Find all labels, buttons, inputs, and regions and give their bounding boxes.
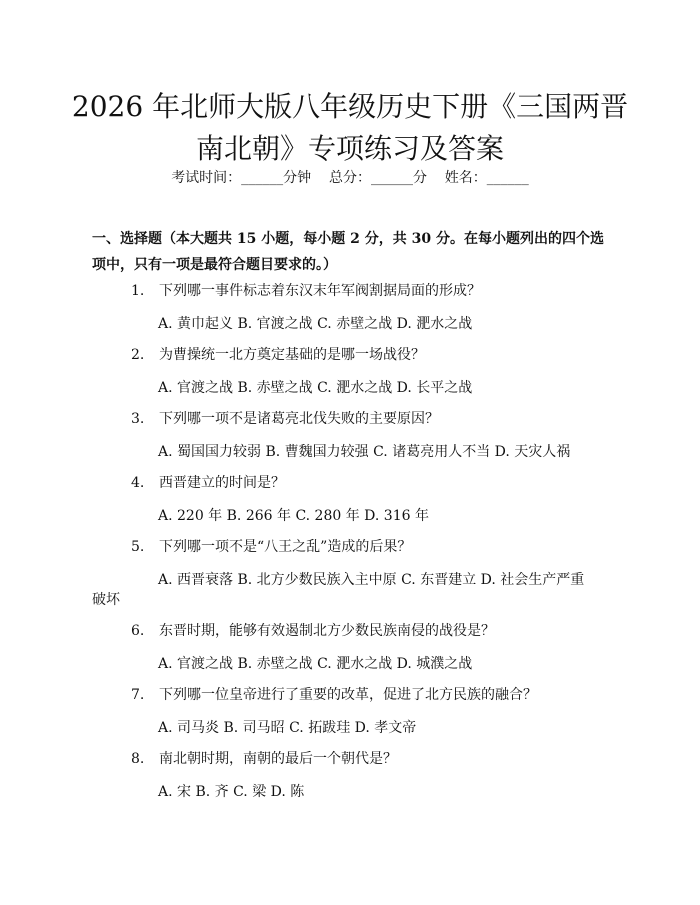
section-heading (92, 226, 622, 278)
question-8 (131, 749, 397, 769)
question-number: 7. (131, 687, 145, 703)
question-number: 8. (131, 751, 145, 767)
question-5-options-continued: 破坏 (92, 592, 120, 608)
question-4-options: A. 220 年 B. 266 年 C. 280 年 D. 316 年 (158, 508, 429, 524)
question-8-options: A. 宋 B. 齐 C. 梁 D. 陈 (158, 784, 305, 800)
question-number: 1. (131, 283, 145, 299)
question-text: 下列哪一事件标志着东汉末年军阀割据局面的形成？ (159, 283, 481, 299)
document-title (60, 86, 640, 170)
question-number: 5. (131, 539, 145, 555)
question-7-options: A. 司马炎 B. 司马昭 C. 拓跋珪 D. 孝文帝 (158, 720, 417, 736)
question-1-options: A. 黄巾起义 B. 官渡之战 C. 赤壁之战 D. 淝水之战 (158, 316, 473, 332)
question-text: 东晋时期，能够有效遏制北方少数民族南侵的战役是？ (159, 623, 495, 639)
question-6-options: A. 官渡之战 B. 赤壁之战 C. 淝水之战 D. 城濮之战 (158, 656, 473, 672)
question-2-options: A. 官渡之战 B. 赤壁之战 C. 淝水之战 D. 长平之战 (158, 380, 473, 396)
question-2 (131, 345, 425, 365)
question-4 (131, 473, 285, 493)
section-heading-line-2: 项中，只有一项是最符合题目要求的。） (92, 257, 337, 273)
question-number: 3. (131, 411, 145, 427)
question-text: 下列哪一项不是诸葛亮北伐失败的主要原因？ (159, 411, 439, 427)
question-5-options: A. 西晋衰落 B. 北方少数民族入主中原 C. 东晋建立 D. 社会生产严重 (158, 572, 585, 588)
title-line-2: 南北朝》专项练习及答案 (195, 132, 504, 165)
question-text: 南北朝时期，南朝的最后一个朝代是？ (159, 751, 397, 767)
question-number: 2. (131, 347, 145, 363)
question-3-options: A. 蜀国国力较弱 B. 曹魏国力较强 C. 诸葛亮用人不当 D. 天灾人祸 (158, 444, 571, 460)
section-heading-line-1: 一、选择题（本大题共 15 小题，每小题 2 分，共 30 分。在每小题列出的四个选 (92, 231, 604, 247)
question-3 (131, 409, 439, 429)
question-number: 4. (131, 475, 145, 491)
question-5 (131, 537, 411, 557)
question-1 (131, 281, 481, 301)
title-line-1: 2026 年北师大版八年级历史下册《三国两晋 (71, 90, 629, 123)
question-number: 6. (131, 623, 145, 639)
question-text: 下列哪一项不是“八王之乱”造成的后果？ (159, 539, 412, 555)
question-text: 下列哪一位皇帝进行了重要的改革，促进了北方民族的融合？ (159, 687, 537, 703)
question-text: 西晋建立的时间是？ (159, 475, 285, 491)
question-7 (131, 685, 537, 705)
exam-meta-line: 考试时间：______分钟 总分：______分 姓名：______ (171, 170, 529, 186)
question-text: 为曹操统一北方奠定基础的是哪一场战役？ (159, 347, 425, 363)
question-6 (131, 621, 495, 641)
